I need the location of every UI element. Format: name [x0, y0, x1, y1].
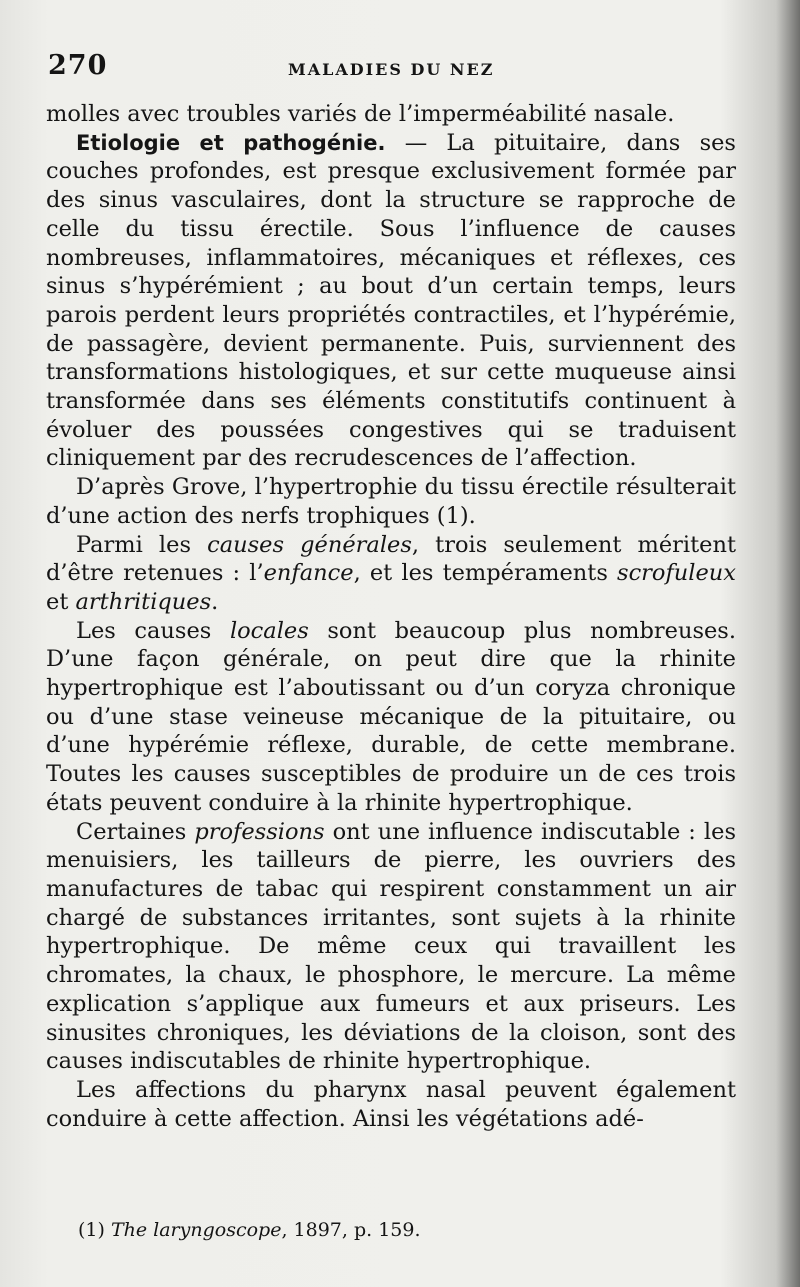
- footnote-text: , 1897, p. 159.: [281, 1219, 421, 1241]
- italic-term: enfance: [263, 560, 354, 587]
- text-run: Parmi les: [76, 531, 208, 558]
- text-run: et: [46, 588, 76, 615]
- italic-term: locales: [229, 617, 309, 644]
- running-title: MALADIES DU NEZ: [288, 60, 495, 79]
- text-run: Les causes: [76, 617, 230, 644]
- page-number: 270: [48, 50, 108, 81]
- footnote: [78, 1219, 421, 1241]
- paragraph-etiologie: [46, 129, 736, 473]
- text-run: .: [211, 588, 219, 615]
- paragraph-professions: [46, 818, 736, 1076]
- text-run: ont une influence indiscutable : les menuisiers, les tailleurs de pierre, les ouvriers des manufactures de tabac qui respirent constamment un air chargé de substances irritantes, sont sujets à la rhinite hypertrophique. De même ceux qui travaillent les chromates, la chaux, le phosphore, le mercure. La même explication s’applique aux fumeurs et aux priseurs. Les sinusites chroniques, les déviations de la cloison, sont des causes indiscutables de rhinite hypertrophique.: [46, 818, 736, 1075]
- text-run: Certaines: [76, 818, 195, 845]
- footnote-marker: (1): [78, 1219, 111, 1241]
- text-run: molles avec troubles variés de l’imperméabilité nasale.: [46, 101, 675, 127]
- paragraph-continuation: [46, 100, 736, 129]
- paragraph-grove: [46, 473, 736, 530]
- section-heading: Etiologie et pathogénie.: [76, 130, 386, 155]
- italic-term: arthritiques: [75, 588, 212, 615]
- paragraph-causes-locales: [46, 617, 736, 818]
- page-header: [48, 50, 728, 90]
- italic-term: scrofuleux: [617, 560, 736, 587]
- italic-term: causes générales: [207, 531, 412, 558]
- body-text: [46, 100, 736, 1133]
- text-run: D’après Grove, l’hypertrophie du tissu érectile résulterait d’une action des nerfs trophiques (1).: [46, 474, 736, 529]
- text-run: , trois seulement méritent d’être retenues : l’: [46, 531, 736, 587]
- text-run: Les affections du pharynx nasal peuvent également conduire à cette affection. Ainsi les végétations adé-: [46, 1076, 736, 1132]
- paragraph-causes-generales: [46, 531, 736, 617]
- italic-term: professions: [194, 818, 325, 845]
- text-run: , et les tempéraments: [353, 560, 618, 587]
- footnote-source: The laryngoscope: [110, 1219, 282, 1241]
- text-run: sont beaucoup plus nombreuses. D’une façon générale, on peut dire que la rhinite hypertrophique est l’aboutissant ou d’un coryza chronique ou d’une stase veineuse mécanique de la pituitaire, ou d’une hypérémie réflexe, durable, de cette membrane. Toutes les causes susceptibles de produire un de ces trois états peuvent conduire à la rhinite hypertrophique.: [46, 617, 737, 816]
- text-run: — La pituitaire, dans ses couches profondes, est presque exclusivement formée par des sinus vasculaires, dont la structure se rapproche de celle du tissu érectile. Sous l’influence de causes nombreuses, inflammatoires, mécaniques et réflexes, ces sinus s’hypérémient ; au bout d’un certain temps, leurs parois perdent leurs propriétés contractiles, et l’hypérémie, de passagère, devient permanente. Puis, surviennent des transformations histologiques, et sur cette muqueuse ainsi transformée dans ses éléments constitutifs continuent à évoluer des poussées congestives qui se traduisent cliniquement par des recrudescences de l’affection.: [46, 129, 736, 472]
- paragraph-pharynx: [46, 1076, 736, 1133]
